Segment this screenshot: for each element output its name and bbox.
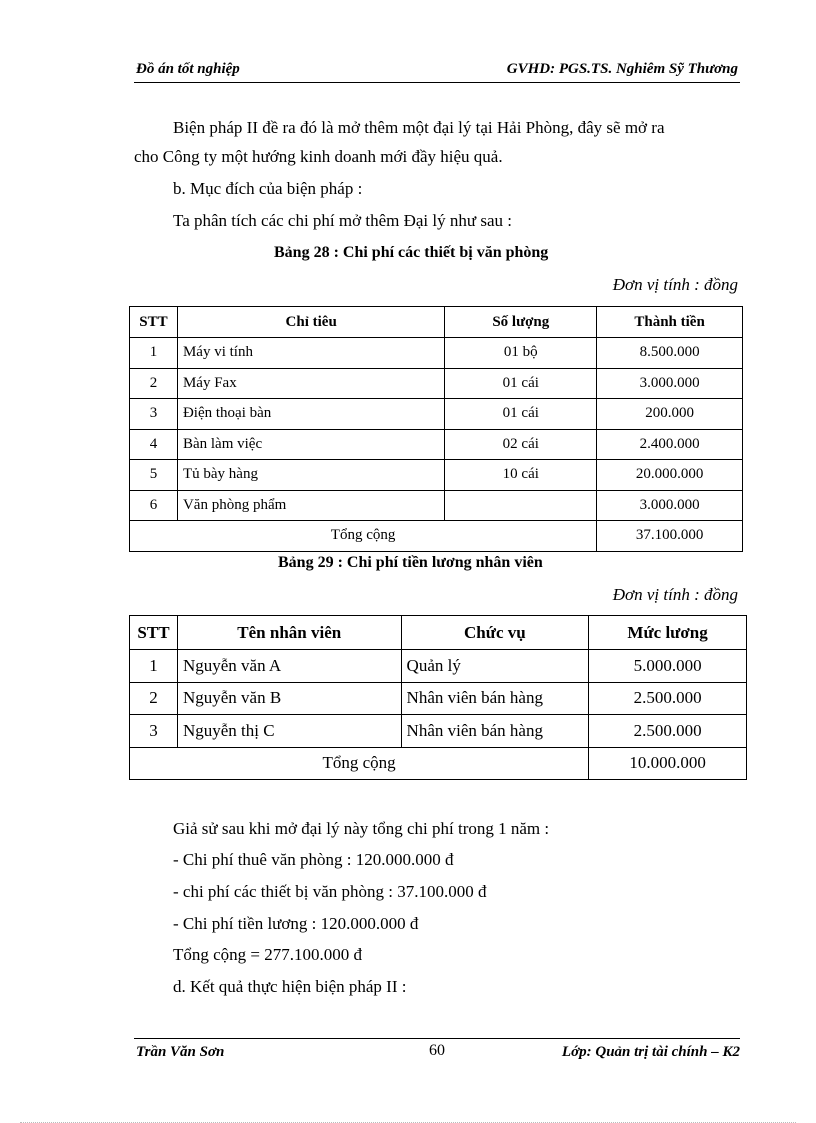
cell-qty: 01 cái: [445, 368, 597, 399]
cell-employee: Nguyễn thị C: [177, 715, 401, 748]
footer-class: Lớp: Quản trị tài chính – K2: [561, 1044, 740, 1060]
page-header: [134, 60, 740, 83]
cell-item: Máy vi tính: [177, 338, 444, 369]
cell-item: Bàn làm việc: [177, 429, 444, 460]
table-row: [130, 682, 747, 715]
page-number: 60: [429, 1042, 445, 1059]
cell-item: Máy Fax: [177, 368, 444, 399]
cell-qty: 10 cái: [445, 460, 597, 491]
cell-qty: 01 bộ: [445, 338, 597, 369]
table29-unit: Đơn vị tính : đồng: [612, 585, 738, 604]
table-row: [130, 429, 743, 460]
table-row: [130, 338, 743, 369]
cell-qty: 01 cái: [445, 399, 597, 430]
cell-amount: 2.400.000: [597, 429, 743, 460]
paragraph-line: Biện pháp II đề ra đó là mở thêm một đại lý tại Hải Phòng, đây sẽ mở ra: [173, 118, 665, 137]
header-cell: Chỉ tiêu: [177, 307, 444, 338]
table28: [129, 306, 743, 552]
cell-salary: 5.000.000: [589, 650, 747, 683]
table-row: [130, 490, 743, 521]
cell-amount: 3.000.000: [597, 368, 743, 399]
total-row: [130, 747, 747, 780]
footer-author: Trần Văn Sơn: [136, 1044, 225, 1060]
cell-item: Tủ bày hàng: [177, 460, 444, 491]
cell-amount: 20.000.000: [597, 460, 743, 491]
paragraph-line: cho Công ty một hướng kinh doanh mới đầy hiệu quả.: [134, 147, 503, 166]
table-row: [130, 650, 747, 683]
total-value: 10.000.000: [589, 747, 747, 780]
cell-stt: 2: [130, 368, 178, 399]
cell-item: Điện thoại bàn: [177, 399, 444, 430]
cell-stt: 2: [130, 682, 178, 715]
summary-line: - Chi phí thuê văn phòng : 120.000.000 đ: [173, 850, 454, 869]
cell-stt: 1: [130, 338, 178, 369]
cell-qty: 02 cái: [445, 429, 597, 460]
table29: [129, 615, 747, 780]
cell-employee: Nguyễn văn A: [177, 650, 401, 683]
header-cell: STT: [130, 307, 178, 338]
table-row: [130, 460, 743, 491]
header-cell: Chức vụ: [401, 616, 589, 650]
cell-position: Nhân viên bán hàng: [401, 682, 589, 715]
total-value: 37.100.000: [597, 521, 743, 552]
header-cell: Tên nhân viên: [177, 616, 401, 650]
page-footer: [134, 1038, 740, 1065]
section-heading-b: b. Mục đích của biện pháp :: [173, 179, 363, 198]
total-label: Tổng cộng: [130, 521, 597, 552]
cell-stt: 3: [130, 715, 178, 748]
table28-caption: Bảng 28 : Chi phí các thiết bị văn phòng: [274, 244, 549, 261]
summary-line: - chi phí các thiết bị văn phòng : 37.100.000 đ: [173, 882, 487, 901]
table29-caption: Bảng 29 : Chi phí tiền lương nhân viên: [278, 554, 543, 571]
section-heading-d: d. Kết quả thực hiện biện pháp II :: [173, 977, 407, 996]
table-header-row: [130, 307, 743, 338]
cell-stt: 5: [130, 460, 178, 491]
header-cell: STT: [130, 616, 178, 650]
cell-salary: 2.500.000: [589, 715, 747, 748]
table-row: [130, 399, 743, 430]
cell-item: Văn phòng phẩm: [177, 490, 444, 521]
table-row: [130, 715, 747, 748]
table28-unit: Đơn vị tính : đồng: [612, 275, 738, 294]
summary-total: Tổng cộng = 277.100.000 đ: [173, 945, 363, 964]
table-header-row: [130, 616, 747, 650]
cell-stt: 4: [130, 429, 178, 460]
header-cell: Mức lương: [589, 616, 747, 650]
summary-line: - Chi phí tiền lương : 120.000.000 đ: [173, 914, 419, 933]
cell-position: Nhân viên bán hàng: [401, 715, 589, 748]
cell-employee: Nguyễn văn B: [177, 682, 401, 715]
cell-stt: 6: [130, 490, 178, 521]
cell-qty: [445, 490, 597, 521]
table-row: [130, 368, 743, 399]
header-cell: Thành tiền: [597, 307, 743, 338]
total-row: [130, 521, 743, 552]
total-label: Tổng cộng: [130, 747, 589, 780]
cell-position: Quản lý: [401, 650, 589, 683]
summary-intro: Giả sử sau khi mở đại lý này tổng chi phí trong 1 năm :: [173, 819, 550, 838]
header-right: GVHD: PGS.TS. Nghiêm Sỹ Thương: [506, 61, 738, 77]
cell-amount: 3.000.000: [597, 490, 743, 521]
header-cell: Số lượng: [445, 307, 597, 338]
cell-stt: 3: [130, 399, 178, 430]
cell-salary: 2.500.000: [589, 682, 747, 715]
cell-amount: 200.000: [597, 399, 743, 430]
intro-text: Ta phân tích các chi phí mở thêm Đại lý như sau :: [173, 211, 512, 230]
cell-amount: 8.500.000: [597, 338, 743, 369]
cell-stt: 1: [130, 650, 178, 683]
header-left: Đồ án tốt nghiệp: [136, 61, 240, 77]
